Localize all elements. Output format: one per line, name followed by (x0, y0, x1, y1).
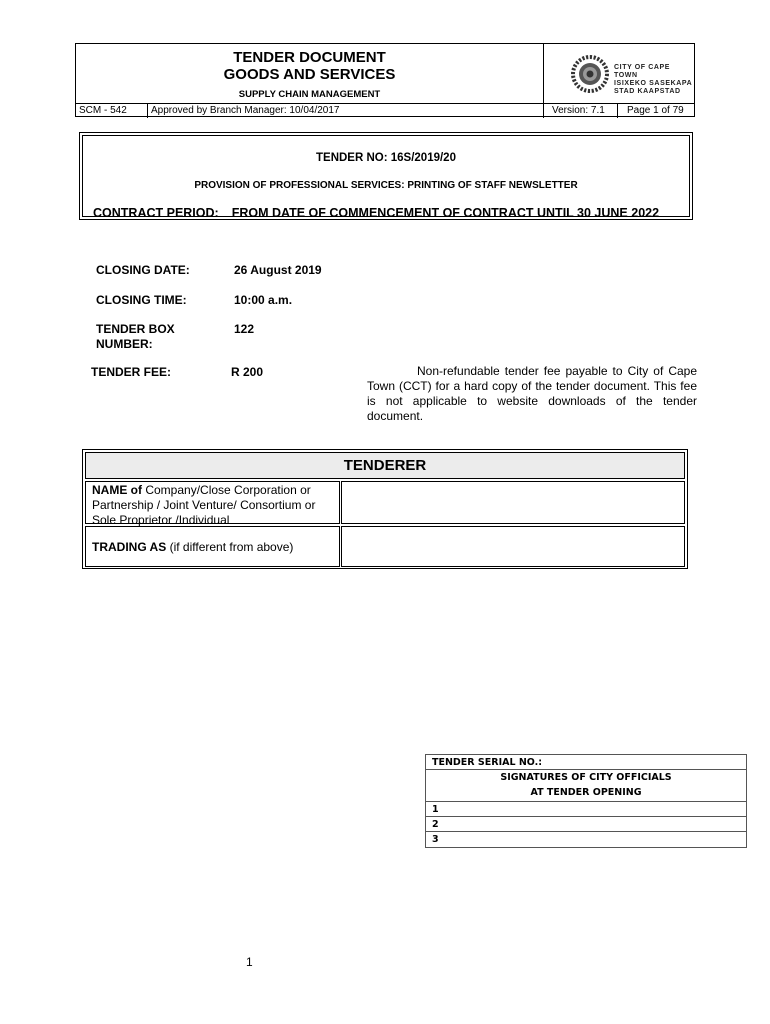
trading-as-input-field[interactable] (341, 526, 685, 567)
tender-number: TENDER NO: 16S/2019/20 (316, 152, 456, 164)
signature-row-1[interactable]: 1 (426, 802, 746, 817)
document-code: SCM - 542 (76, 104, 148, 118)
tender-fee-label: TENDER FEE: (91, 365, 172, 379)
tenderer-heading: TENDERER (85, 452, 685, 479)
tender-fee-note: Non-refundable tender fee payable to City of Cape Town (CCT) for a hard copy of the tender document. This fee is not applicable to website downloads of the tender document. (367, 364, 697, 423)
tender-serial-table (425, 754, 747, 848)
trading-as-label-cell: TRADING AS (if different from above) (85, 526, 340, 567)
tender-box-number: 122 (234, 322, 255, 336)
tender-provision: PROVISION OF PROFESSIONAL SERVICES: PRINTING OF STAFF NEWSLETTER (194, 180, 578, 191)
logo-cell (544, 44, 694, 103)
tender-serial-label: TENDER SERIAL NO.: (426, 755, 746, 770)
department-label: SUPPLY CHAIN MANAGEMENT (238, 89, 381, 100)
contract-period (93, 206, 659, 220)
signature-row-3[interactable]: 3 (432, 834, 439, 845)
signatures-heading-line1: SIGNATURES OF CITY OFFICIALS (500, 772, 672, 783)
document-title: TENDER DOCUMENT (233, 49, 386, 66)
city-logo-text: CITY OF CAPE TOWN ISIXEKO SASEKAPA STAD KAAPSTAD (614, 64, 693, 95)
approval-info: Approved by Branch Manager: 10/04/2017 (148, 104, 544, 118)
document-subtitle: GOODS AND SERVICES (223, 66, 396, 83)
city-seal-icon (570, 54, 610, 94)
name-label-cell: NAME of Company/Close Corporation or Partnership / Joint Venture/ Consortium or Sole Proprietor /Individual (85, 481, 340, 524)
version-label: Version: 7.1 (544, 104, 618, 118)
signatures-heading-line2: AT TENDER OPENING (426, 786, 746, 802)
signature-row-2[interactable]: 2 (426, 817, 746, 832)
closing-date-label: CLOSING DATE: (96, 263, 190, 277)
page-count: Page 1 of 79 (627, 105, 684, 116)
closing-date-value: 26 August 2019 (234, 263, 322, 277)
tenderer-table (82, 449, 688, 569)
closing-time-label: CLOSING TIME: (96, 293, 187, 307)
contract-period-label: CONTRACT PERIOD: (93, 206, 219, 220)
page-number: 1 (246, 955, 253, 969)
tender-fee-value: R 200 (231, 365, 264, 379)
contract-period-value: FROM DATE OF COMMENCEMENT OF CONTRACT UNTIL 30 JUNE 2022 (231, 206, 660, 220)
document-header (75, 43, 695, 117)
closing-time-value: 10:00 a.m. (234, 293, 293, 307)
header-title-cell (76, 44, 544, 103)
name-input-field[interactable] (341, 481, 685, 524)
tender-box-label: TENDER BOX NUMBER: (96, 322, 175, 351)
tender-info-box (79, 132, 693, 220)
header-info-row (76, 103, 694, 118)
